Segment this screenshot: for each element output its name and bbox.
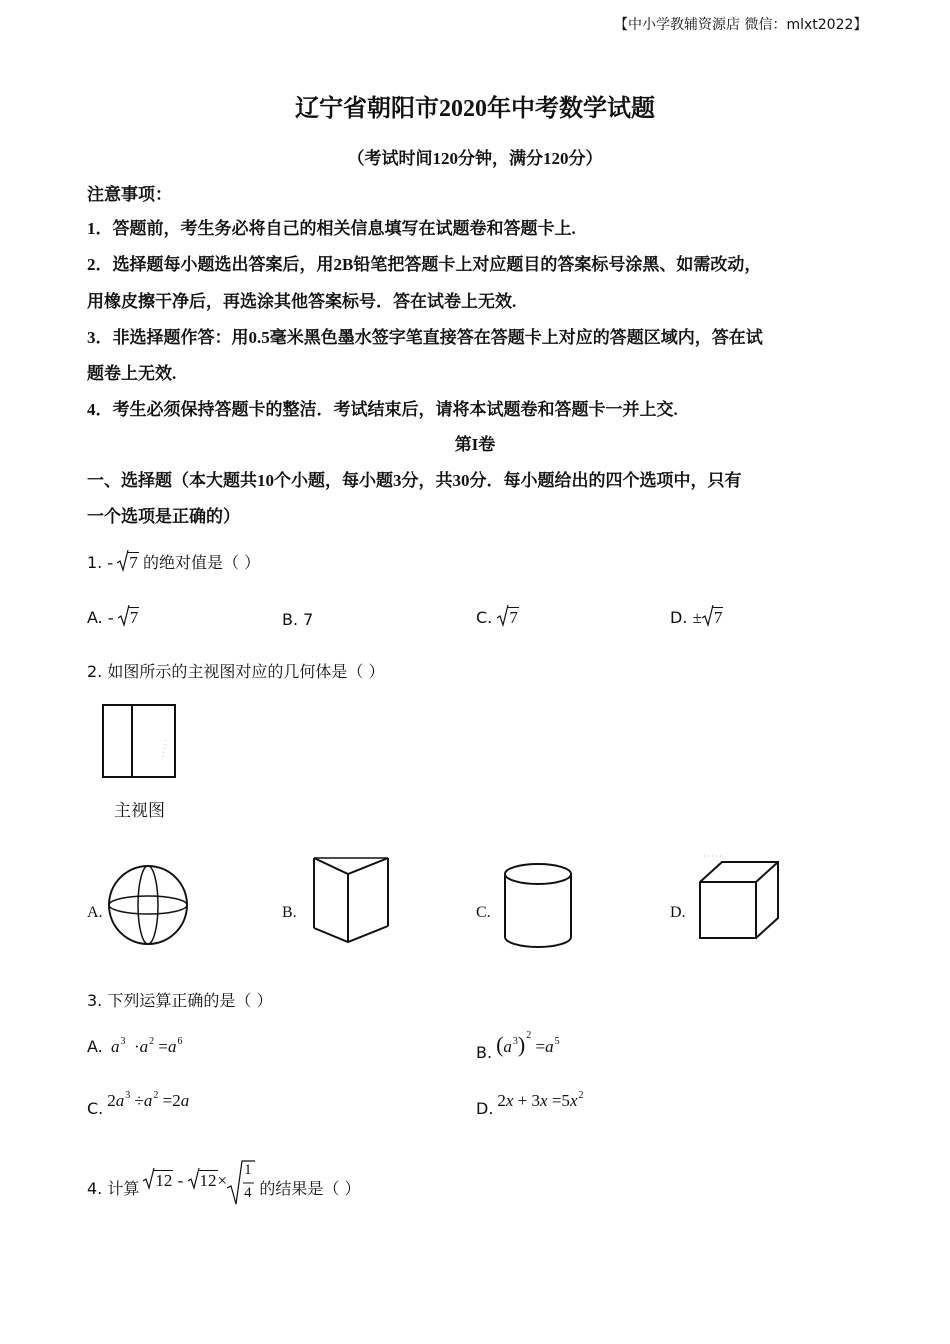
q1-option-a-sign: - (107, 608, 114, 627)
section1-line-1: 一、选择题（本大题共10个小题，每小题3分，共30分．每小题给出的四个选项中，只有 (87, 471, 742, 490)
q4-radical-1 (143, 1171, 173, 1191)
q3-option-c[interactable] (87, 1090, 190, 1118)
q2-option-c-label[interactable]: C. (476, 904, 491, 921)
notice-item-2-line-1: 2．选择题每小题选出答案后，用2B铅笔把答题卡上对应题目的答案标号涂黑、如需改动， (87, 255, 762, 274)
q1-option-c-radical (497, 608, 519, 628)
q1-option-d-sign: ± (692, 608, 702, 627)
q4-expression (143, 1162, 259, 1201)
question-4 (87, 1152, 360, 1200)
q4-radicand-2: 12 (199, 1171, 217, 1190)
q1-text: 的绝对值是（ ） (143, 553, 261, 572)
q1-radicand: 7 (129, 553, 138, 572)
notice-item-2-line-2: 用橡皮擦干净后，再选涂其他答案标号．答在试卷上无效. (87, 292, 517, 311)
front-view-figure (100, 702, 180, 782)
q4-radical-2 (188, 1171, 218, 1191)
q1-option-c-label: C. (476, 608, 493, 627)
q3-option-a-label: A. (87, 1037, 103, 1056)
volume-title: 第I卷 (454, 435, 496, 454)
q3-option-c-label: C. (87, 1099, 104, 1118)
q1-option-a-label: A. (87, 608, 103, 627)
front-view-caption: 主视图 (114, 801, 165, 821)
q4-minus-sign: - (177, 1171, 184, 1190)
notice-item-4: 4．考生必须保持答题卡的整洁．考试结束后，请将本试题卷和答题卡一并上交. (87, 400, 678, 419)
q1-option-d[interactable] (670, 608, 723, 628)
q3-option-a-formula: $a^3 \cdot a^2 =a^6$ (106, 1036, 183, 1056)
cube-icon (696, 852, 784, 942)
q1-option-b-label: B. 7 (282, 610, 314, 629)
q3-option-b-formula: $(a^3)^2 =a^5$ (496, 1030, 560, 1057)
q4-radicand-1: 12 (155, 1171, 173, 1190)
q4-fraction-radical (227, 1162, 255, 1206)
q1-number: 1. (87, 553, 103, 572)
q1-option-d-radicand: 7 (713, 608, 723, 627)
header-note: 【中小学教辅资源店 微信：mlxt2022】 (614, 17, 868, 33)
sphere-icon (106, 862, 190, 948)
notice-item-1: 1．答题前，考生务必将自己的相关信息填写在试题卷和答题卡上. (87, 219, 576, 238)
q4-suffix: 的结果是（ ） (259, 1179, 361, 1198)
q4-times-sign: × (217, 1171, 228, 1190)
q3-option-c-formula: $2a^3 \div a^2 =2a$ (107, 1090, 190, 1110)
q1-option-a-radicand: 7 (129, 608, 139, 627)
question-2-text: 2. 如图所示的主视图对应的几何体是（ ） (87, 662, 385, 681)
q1-option-a-radical (118, 608, 140, 628)
notice-item-3-line-2: 题卷上无效. (87, 364, 177, 383)
q3-option-a[interactable] (87, 1036, 183, 1057)
q1-option-a[interactable] (87, 608, 139, 628)
q3-option-b-label: B. (476, 1043, 493, 1062)
q3-option-d-label: D. (476, 1099, 494, 1118)
section1-line-2: 一个选项是正确的） (87, 507, 240, 526)
q1-option-c[interactable] (476, 608, 519, 628)
q1-expression (107, 553, 143, 572)
q3-option-d[interactable] (476, 1090, 584, 1118)
page-title: 辽宁省朝阳市2020年中考数学试题 (295, 96, 655, 122)
q1-radical (117, 553, 139, 573)
q4-prefix: 4. 计算 (87, 1179, 140, 1198)
q4-fraction-denominator: 4 (244, 1185, 252, 1201)
q2-option-d-label[interactable]: D. (670, 904, 686, 921)
q1-option-c-radicand: 7 (509, 608, 518, 627)
question-1 (87, 550, 260, 573)
q1-option-d-label: D. (670, 608, 688, 627)
triangular-prism-icon (306, 854, 394, 946)
cylinder-icon (500, 860, 580, 952)
page-subtitle: （考试时间120分钟，满分120分） (347, 149, 603, 168)
q3-option-d-formula: $2x + 3x =5x^2$ (497, 1090, 584, 1110)
notice-item-3-line-1: 3．非选择题作答：用0.5毫米黑色墨水签字笔直接答在答题卡上对应的答题区域内，答在试 (87, 328, 763, 347)
notice-heading: 注意事项： (87, 185, 172, 204)
q3-option-b[interactable] (476, 1030, 560, 1062)
q1-sign: - (107, 553, 114, 572)
q2-option-b-label[interactable]: B. (282, 904, 297, 921)
q2-option-a-label[interactable]: A. (87, 904, 103, 921)
q1-option-d-radical (702, 608, 724, 628)
q1-option-b[interactable] (282, 610, 313, 629)
question-3-text: 3. 下列运算正确的是（ ） (87, 991, 273, 1010)
q4-fraction-numerator: 1 (244, 1162, 252, 1178)
